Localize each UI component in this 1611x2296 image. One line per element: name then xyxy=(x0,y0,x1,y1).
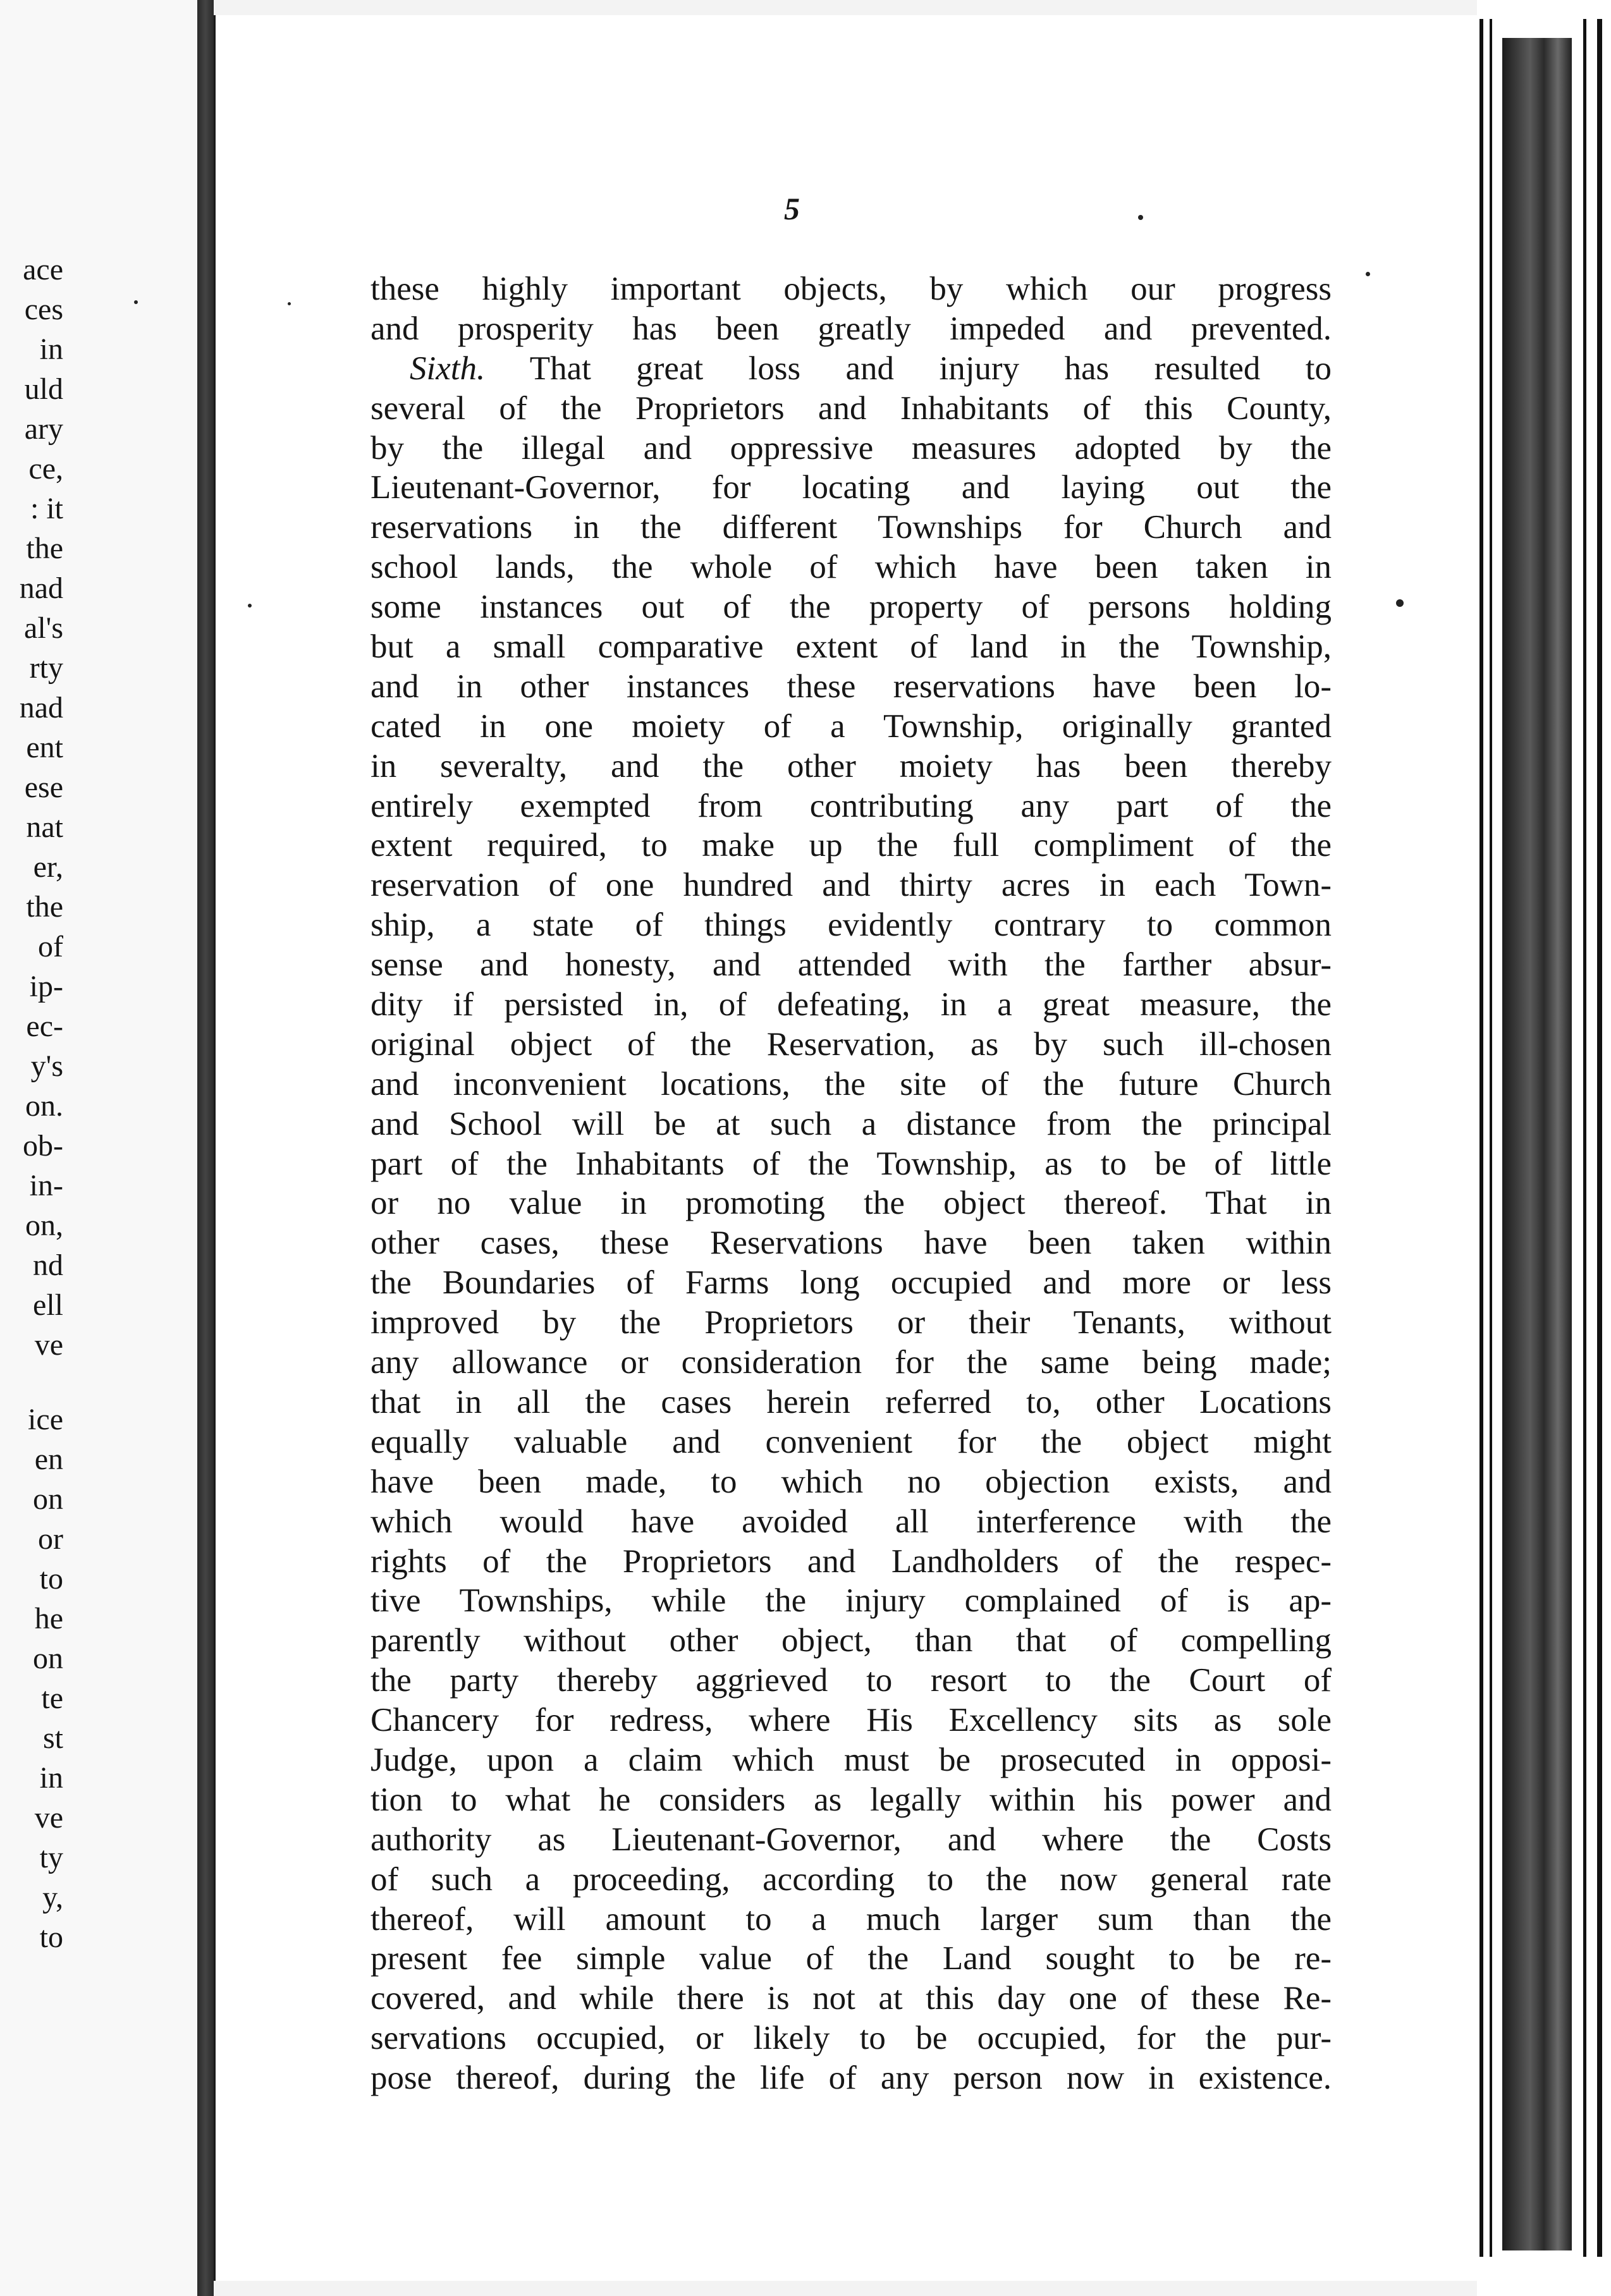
facing-page xyxy=(0,0,197,2296)
facing-page-line: ob- xyxy=(23,1129,63,1163)
text-line: thereof, will amount to a much larger sum than the xyxy=(371,1900,1332,1938)
facing-page-line: to xyxy=(39,1920,63,1954)
ink-speck xyxy=(1138,215,1143,220)
facing-page-line: nad xyxy=(19,691,63,724)
text-line: reservation of one hundred and thirty acres in each Town- xyxy=(371,867,1332,904)
page-edge-line xyxy=(1583,19,1586,2257)
text-line: but a small comparative extent of land in the Township, xyxy=(371,628,1332,666)
facing-page-line: : it xyxy=(30,492,63,525)
text-line: several of the Proprietors and Inhabitants of this County, xyxy=(371,389,1332,427)
facing-page-line: the xyxy=(26,532,63,565)
facing-page-line: en xyxy=(34,1443,63,1476)
text-line xyxy=(371,349,1332,389)
facing-page-line: on, xyxy=(25,1209,63,1242)
text-line: pose thereof, during the life of any person now in existence. xyxy=(371,2060,1332,2097)
facing-page-line: nat xyxy=(26,810,63,844)
facing-page-line: te xyxy=(41,1682,63,1715)
facing-page-line: ell xyxy=(33,1288,63,1322)
text-line: tive Townships, while the injury complained of is ap- xyxy=(371,1582,1332,1620)
facing-page-line: the xyxy=(26,890,63,924)
ink-speck xyxy=(134,300,138,304)
section-label: Sixth. xyxy=(410,350,486,387)
facing-page-line: or xyxy=(38,1522,63,1556)
text-line: ship, a state of things evidently contrary to common xyxy=(371,907,1332,944)
text-line: tion to what he considers as legally within his power and xyxy=(371,1781,1332,1818)
page-edge-stack xyxy=(1477,0,1611,2296)
facing-page-line: ace xyxy=(23,253,63,286)
facing-page-line: ary xyxy=(24,412,63,446)
facing-page-line: ty xyxy=(39,1841,63,1874)
text-line: of such a proceeding, according to the now general rate xyxy=(371,1860,1332,1898)
facing-page-line: on xyxy=(33,1642,63,1675)
facing-page-line: ces xyxy=(24,293,63,326)
text-line: and in other instances these reservations have been lo- xyxy=(371,668,1332,705)
text-line: Judge, upon a claim which must be prosecuted in opposi- xyxy=(371,1741,1332,1778)
text-line: authority as Lieutenant-Governor, and where the Costs xyxy=(371,1821,1332,1858)
text-line: these highly important objects, by which our progress xyxy=(371,271,1332,307)
text-line: in severalty, and the other moiety has been thereby xyxy=(371,747,1332,785)
facing-page-line: ip- xyxy=(29,970,63,1003)
text-line: part of the Inhabitants of the Township, as to be of little xyxy=(371,1145,1332,1182)
facing-page-line: on xyxy=(33,1482,63,1516)
text-line: extent required, to make up the full compliment of the xyxy=(371,827,1332,864)
text-line: some instances out of the property of persons holding xyxy=(371,589,1332,626)
book-gutter xyxy=(197,0,214,2296)
facing-page-line: y, xyxy=(42,1881,63,1914)
text-line: that in all the cases herein referred to, other Locations xyxy=(371,1383,1332,1420)
facing-page-line: ice xyxy=(28,1403,63,1436)
text-line: and prosperity has been greatly impeded and prevented. xyxy=(371,310,1332,347)
facing-page-line: er, xyxy=(33,850,63,884)
facing-page-line: in- xyxy=(29,1169,63,1202)
facing-page-line: st xyxy=(42,1721,63,1755)
text-line: the Boundaries of Farms long occupied and more or less xyxy=(371,1264,1332,1302)
facing-page-line: nad xyxy=(19,571,63,605)
facing-page-line: ent xyxy=(26,731,63,764)
text-line: have been made, to which no objection exists, and xyxy=(371,1463,1332,1500)
facing-page-line: rty xyxy=(29,651,63,685)
facing-page-line: uld xyxy=(24,372,63,406)
facing-page-line: on. xyxy=(25,1089,63,1123)
facing-page-line: of xyxy=(38,930,63,963)
text-line: and inconvenient locations, the site of the future Church xyxy=(371,1065,1332,1102)
text-line: reservations in the different Townships for Church and xyxy=(371,509,1332,546)
text-line: servations occupied, or likely to be occupied, for the pur- xyxy=(371,2020,1332,2057)
text-line: the party thereby aggrieved to resort to the Court of xyxy=(371,1662,1332,1699)
text-line-content: That great loss and injury has resulted to xyxy=(529,350,1332,387)
text-line: any allowance or consideration for the same being made; xyxy=(371,1344,1332,1381)
text-line: Lieutenant-Governor, for locating and laying out the xyxy=(371,469,1332,506)
facing-page-line: ese xyxy=(24,771,63,804)
text-line: school lands, the whole of which have been taken in xyxy=(371,549,1332,586)
text-line: present fee simple value of the Land sought to be re- xyxy=(371,1940,1332,1977)
page-number: 5 xyxy=(784,191,800,226)
facing-page-text xyxy=(0,250,63,1957)
facing-page-line: ve xyxy=(34,1328,63,1362)
text-line: entirely exempted from contributing any part of the xyxy=(371,787,1332,824)
facing-page-line: y's xyxy=(30,1049,63,1083)
text-line: other cases, these Reservations have been taken within xyxy=(371,1224,1332,1262)
facing-page-line: ce, xyxy=(28,452,63,485)
text-line: cated in one moiety of a Township, originally granted xyxy=(371,707,1332,745)
page-body-text xyxy=(371,269,1332,2098)
text-line: covered, and while there is not at this day one of these Re- xyxy=(371,1980,1332,2017)
text-line: dity if persisted in, of defeating, in a great measure, the xyxy=(371,986,1332,1023)
text-line: sense and honesty, and attended with the farther absur- xyxy=(371,946,1332,984)
text-line: by the illegal and oppressive measures adopted by the xyxy=(371,429,1332,467)
text-line: and School will be at such a distance from the principal xyxy=(371,1105,1332,1142)
facing-page-line: al's xyxy=(24,611,63,645)
text-line: parently without other object, than that of compelling xyxy=(371,1622,1332,1659)
book-spine-edge xyxy=(1502,38,1572,2250)
ink-speck xyxy=(1366,272,1370,276)
text-line: which would have avoided all interference with the xyxy=(371,1503,1332,1540)
text-line: rights of the Proprietors and Landholders of the respec- xyxy=(371,1542,1332,1580)
page-edge-line xyxy=(1479,19,1483,2257)
facing-page-line: ve xyxy=(34,1801,63,1835)
ink-speck xyxy=(288,302,291,305)
facing-page-line: ec- xyxy=(26,1010,63,1043)
page-edge-line xyxy=(1490,19,1492,2257)
text-line: improved by the Proprietors or their Tenants, without xyxy=(371,1304,1332,1341)
text-line: or no value in promoting the object thereof. That in xyxy=(371,1185,1332,1222)
facing-page-line: in xyxy=(39,333,63,366)
page-edge-line xyxy=(1597,19,1602,2257)
facing-page-line: to xyxy=(39,1562,63,1596)
facing-page-line: in xyxy=(39,1761,63,1795)
facing-page-gap xyxy=(0,1365,63,1400)
text-line: equally valuable and convenient for the object might xyxy=(371,1423,1332,1460)
facing-page-line: he xyxy=(34,1602,63,1635)
facing-page-line: nd xyxy=(33,1249,63,1282)
text-line: original object of the Reservation, as by such ill-chosen xyxy=(371,1025,1332,1063)
text-line: Chancery for redress, where His Excellency sits as sole xyxy=(371,1702,1332,1739)
ink-speck xyxy=(1396,599,1404,607)
ink-speck xyxy=(248,604,252,608)
